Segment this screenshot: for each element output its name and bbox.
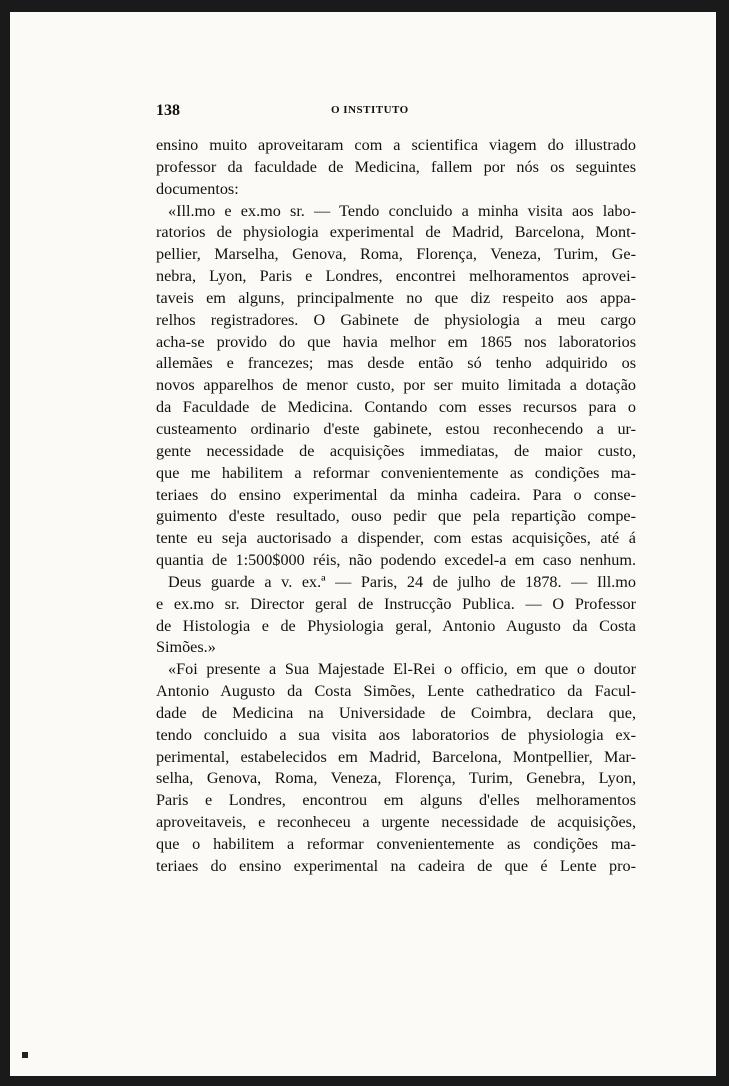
text-line: quantia de 1:500$000 réis, não podendo excedel-a em caso nenhum. — [156, 551, 636, 570]
text-line: aproveitaveis, e reconheceu a urgente necessidade de acquisições, — [156, 813, 636, 832]
page-text-block — [156, 90, 636, 878]
text-line: que me habilitem a reformar convenientemente as condições ma- — [156, 463, 636, 482]
text-line: acha-se provido do que havia melhor em 1865 nos laboratorios — [156, 332, 636, 351]
text-line: selha, Genova, Roma, Veneza, Florença, Turim, Genebra, Lyon, — [156, 769, 636, 788]
text-line: «Foi presente a Sua Majestade El-Rei o officio, em que o doutor — [168, 660, 636, 679]
text-line: ratorios de physiologia experimental de Madrid, Barcelona, Mont- — [156, 223, 636, 242]
book-page — [10, 12, 716, 1076]
text-line: Paris e Londres, encontrou em alguns d'elles melhoramentos — [156, 791, 636, 810]
text-line: allemães e francezes; mas desde então só tenho adquirido os — [156, 354, 636, 373]
text-line: documentos: — [156, 179, 239, 198]
body-text — [156, 135, 636, 878]
text-line: de Histologia e de Physiologia geral, Antonio Augusto da Costa — [156, 616, 636, 635]
text-line: tendo concluido a sua visita aos laboratorios de physiologia ex- — [156, 725, 636, 744]
text-line: Simões.» — [156, 638, 216, 657]
text-line: pellier, Marselha, Genova, Roma, Florença, Veneza, Turim, Ge- — [156, 245, 636, 264]
text-line: tente eu seja auctorisado a dispender, com estas acquisições, até á — [156, 529, 636, 548]
text-line: da Faculdade de Medicina. Contando com esses recursos para o — [156, 398, 636, 417]
text-line: e ex.mo sr. Director geral de Instrucção Publica. — O Professor — [156, 594, 636, 613]
text-line: dade de Medicina na Universidade de Coimbra, declara que, — [156, 703, 636, 722]
text-line: teriaes do ensino experimental da minha cadeira. Para o conse- — [156, 485, 636, 504]
page-header — [156, 90, 636, 120]
running-head: O INSTITUTO — [331, 104, 409, 116]
text-line: taveis em alguns, principalmente no que diz respeito aos appa- — [156, 288, 636, 307]
page-number: 138 — [156, 102, 180, 119]
text-line: guimento d'este resultado, ouso pedir que pela repartição compe- — [156, 507, 636, 526]
text-line: Antonio Augusto da Costa Simões, Lente cathedratico da Facul- — [156, 682, 636, 701]
text-line: custeamento ordinario d'este gabinete, estou reconhecendo a ur- — [156, 419, 636, 438]
text-line: que o habilitem a reformar convenientemente as condições ma- — [156, 835, 636, 853]
text-line: teriaes do ensino experimental na cadeira de que é Lente pro- — [156, 856, 636, 875]
text-line: relhos registradores. O Gabinete de physiologia a meu cargo — [156, 310, 636, 329]
text-line: novos apparelhos de menor custo, por ser muito limitada a dotação — [156, 376, 636, 395]
text-line: gente necessidade de acquisições immediatas, de maior custo, — [156, 441, 636, 460]
text-line: professor da faculdade de Medicina, fallem por nós os seguintes — [156, 157, 636, 176]
text-line: perimental, estabelecidos em Madrid, Barcelona, Montpellier, Mar- — [156, 747, 636, 766]
scan-mark — [22, 1052, 28, 1058]
text-line: Deus guarde a v. ex.ª — Paris, 24 de julho de 1878. — Ill.mo — [168, 572, 636, 591]
text-line: «Ill.mo e ex.mo sr. — Tendo concluido a minha visita aos labo- — [168, 201, 636, 220]
text-line: ensino muito aproveitaram com a scientifica viagem do illustrado — [156, 136, 636, 154]
text-line: nebra, Lyon, Paris e Londres, encontrei melhoramentos aprovei- — [156, 267, 636, 286]
